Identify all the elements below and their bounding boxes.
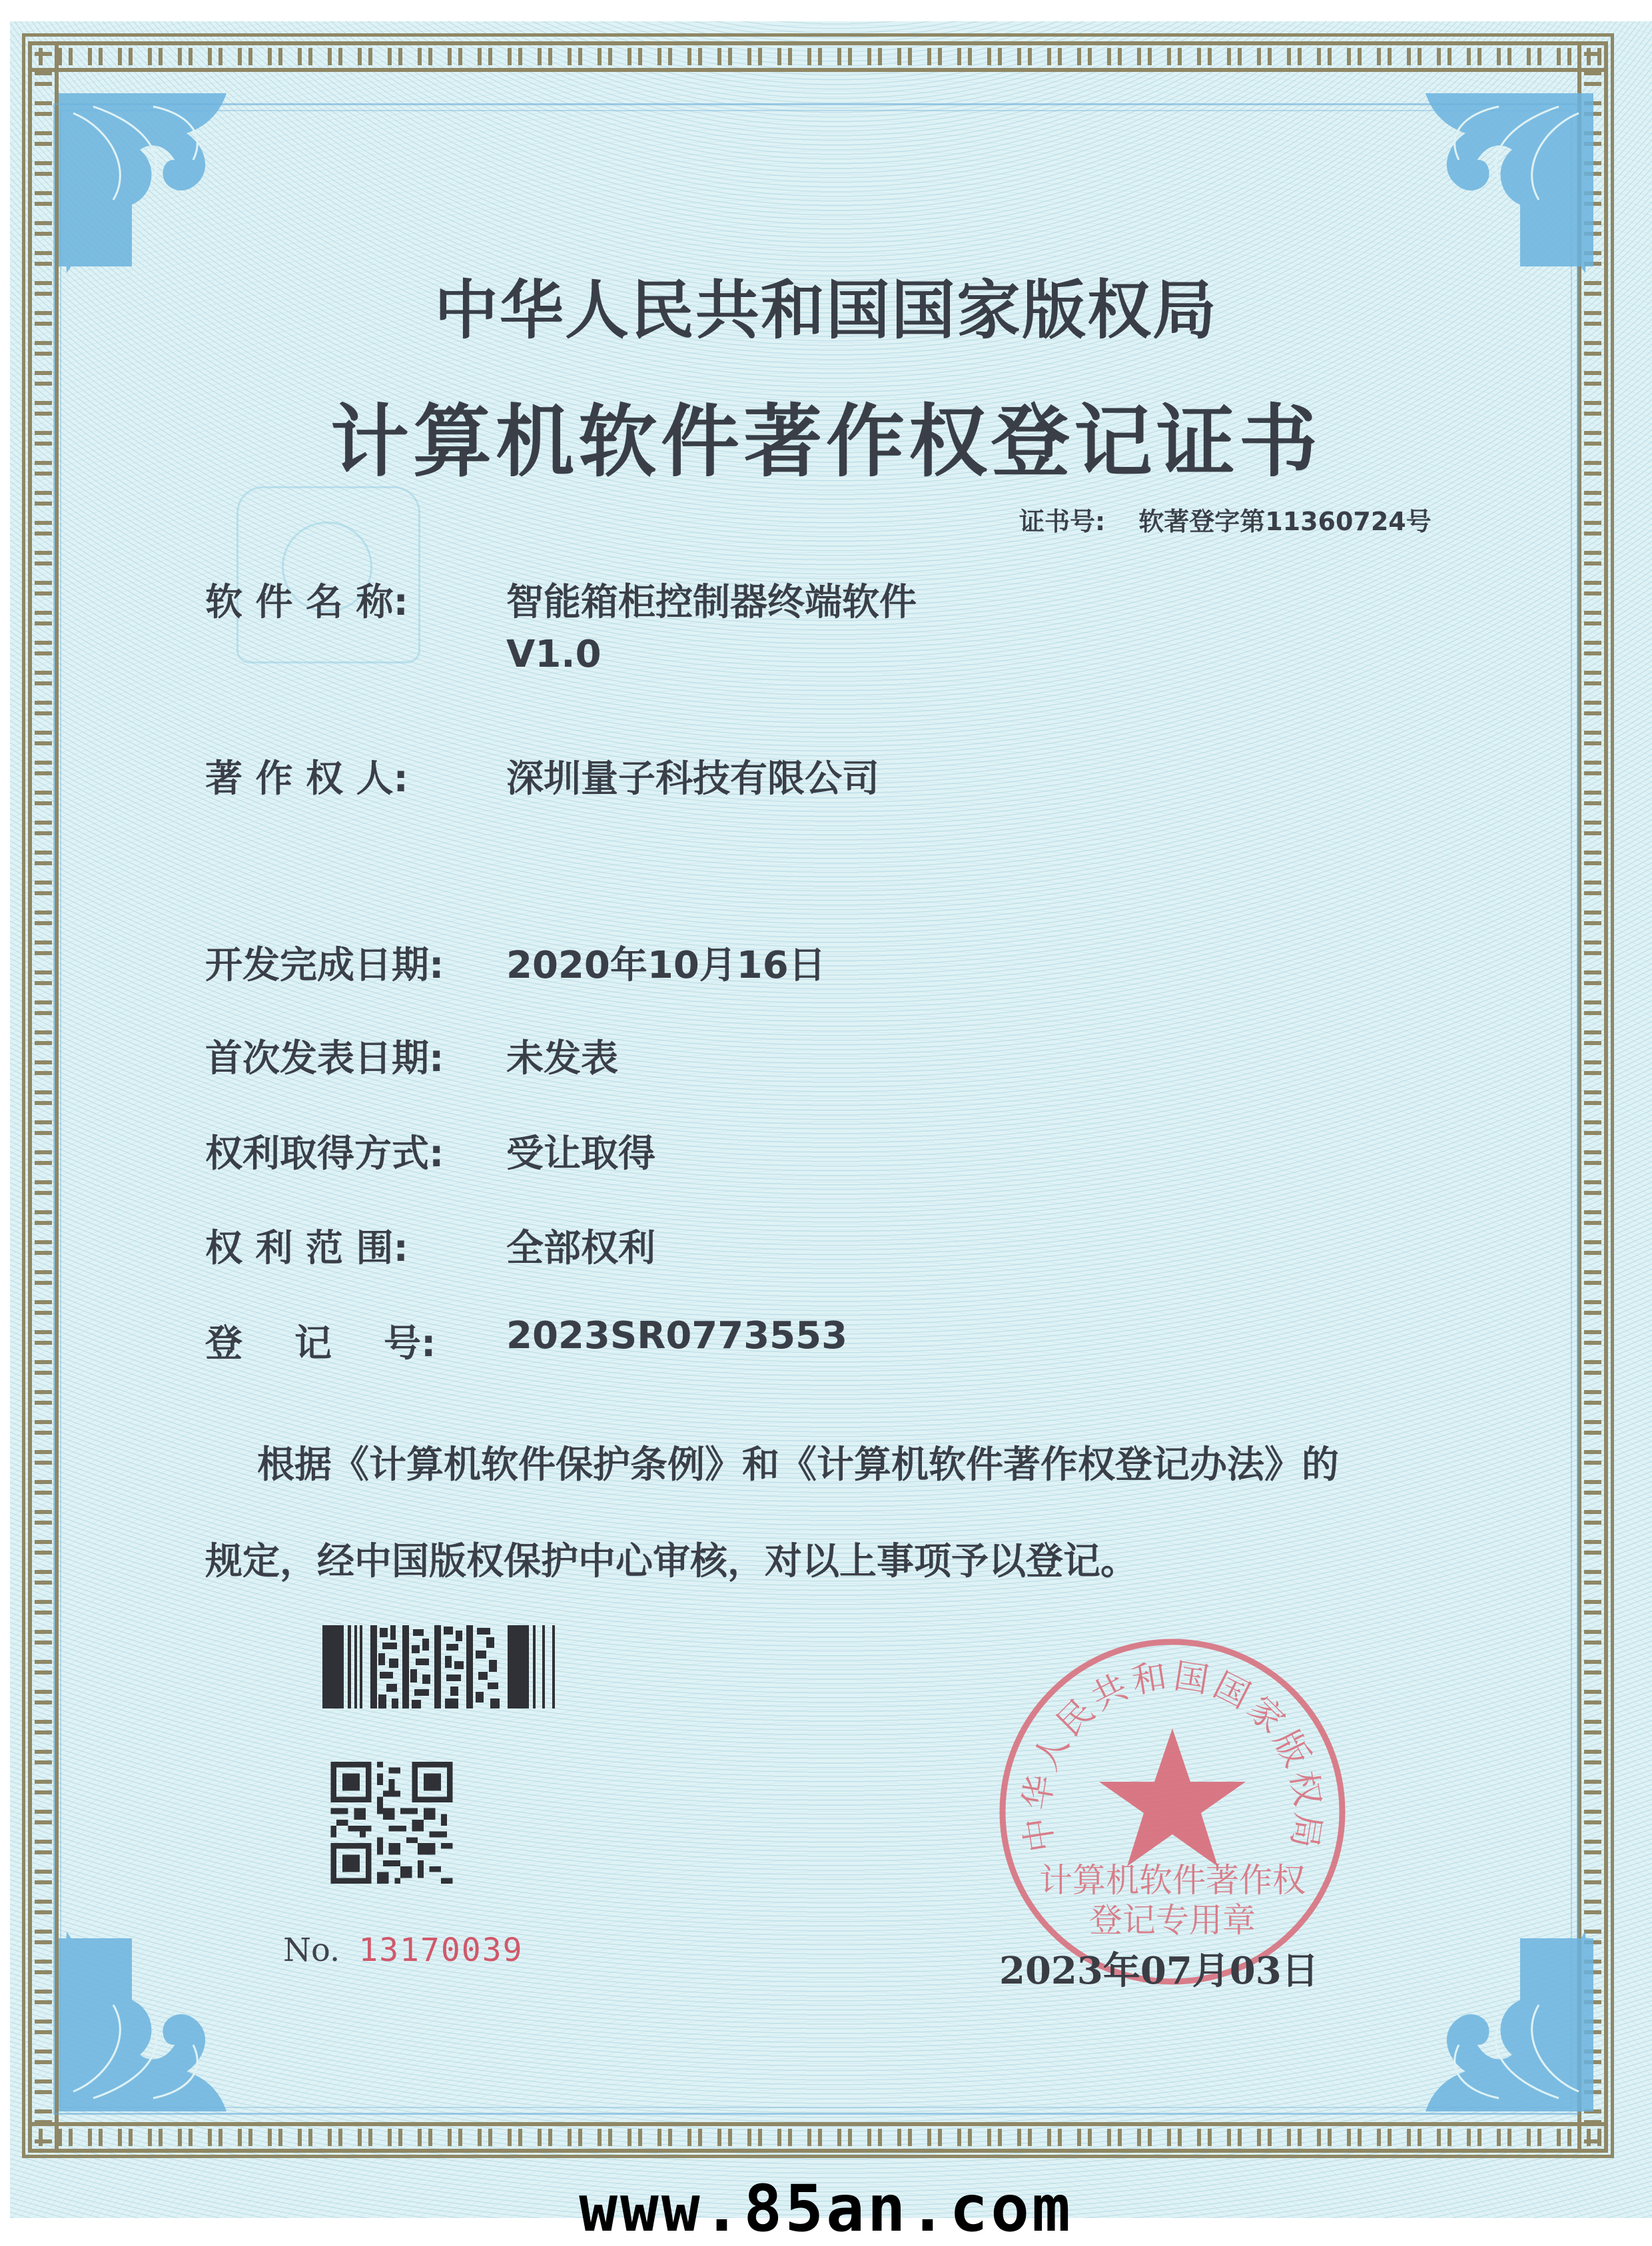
- field-label: 权 利 范 围:: [205, 1227, 408, 1270]
- certificate-number: [1019, 501, 1432, 538]
- corner-ornament-icon: [1399, 87, 1599, 286]
- field-label: 软 件 名 称:: [205, 581, 408, 624]
- pdf417-barcode-icon: [322, 1625, 560, 1708]
- greek-key-border-bottom: [28, 2122, 1608, 2153]
- serial-prefix: No.: [283, 1932, 340, 1969]
- field-value: 未发表: [506, 1037, 618, 1080]
- statement-line-1: 根据《计算机软件保护条例》和《计算机软件著作权登记办法》的: [205, 1443, 1339, 1487]
- field-label: 首次发表日期:: [205, 1037, 444, 1080]
- greek-key-border-right: [1577, 41, 1608, 2153]
- seal-center-line2: 登记专用章: [1089, 1901, 1256, 1940]
- qr-code-icon: [330, 1762, 453, 1884]
- field-software-name: [205, 573, 917, 676]
- field-first-publication-date: [205, 1029, 618, 1082]
- software-name-value: 智能箱柜控制器终端软件: [506, 581, 917, 624]
- field-rights-scope: [205, 1219, 655, 1272]
- field-development-date: [205, 936, 826, 989]
- field-label: 著 作 权 人:: [205, 757, 408, 801]
- certificate-number-value: 软著登字第11360724号: [1138, 507, 1432, 536]
- serial-value: 13170039: [358, 1932, 524, 1969]
- certificate-title: 计算机软件著作权登记证书: [330, 395, 1322, 488]
- field-label: 登 记 号:: [205, 1322, 436, 1365]
- field-value: 全部权利: [506, 1227, 655, 1270]
- statement-line-2: 规定，经中国版权保护中心审核，对以上事项予以登记。: [205, 1540, 1138, 1583]
- field-rights-acquisition: [205, 1124, 655, 1178]
- official-seal: [993, 1632, 1352, 1992]
- software-version-value: V1.0: [506, 633, 602, 676]
- field-label: 开发完成日期:: [205, 944, 444, 987]
- issuer-title: 中华人民共和国国家版权局: [434, 272, 1218, 348]
- seal-ring-text: 中华人民共和国国家版权局: [1017, 1656, 1328, 1855]
- serial-number: [283, 1932, 524, 1969]
- corner-ornament-icon: [53, 1918, 253, 2118]
- greek-key-border-top: [28, 41, 1608, 72]
- field-value: 2023SR0773553: [506, 1314, 848, 1357]
- certificate-number-label: 证书号:: [1019, 507, 1106, 536]
- field-copyright-owner: [205, 749, 879, 803]
- corner-ornament-icon: [1399, 1918, 1599, 2118]
- field-value: [506, 573, 917, 676]
- field-value: 深圳量子科技有限公司: [506, 757, 879, 801]
- issue-date: 2023年07月03日: [999, 1949, 1319, 1993]
- field-label: 权利取得方式:: [205, 1132, 444, 1176]
- star-icon: [1099, 1728, 1246, 1866]
- field-value: 2020年10月16日: [506, 944, 826, 987]
- field-registration-number: [205, 1314, 847, 1367]
- seal-center-line1: 计算机软件著作权: [1039, 1861, 1306, 1900]
- field-value: 受让取得: [506, 1132, 655, 1176]
- corner-ornament-icon: [53, 87, 253, 286]
- watermark-site-text: www.85an.com: [579, 2171, 1073, 2246]
